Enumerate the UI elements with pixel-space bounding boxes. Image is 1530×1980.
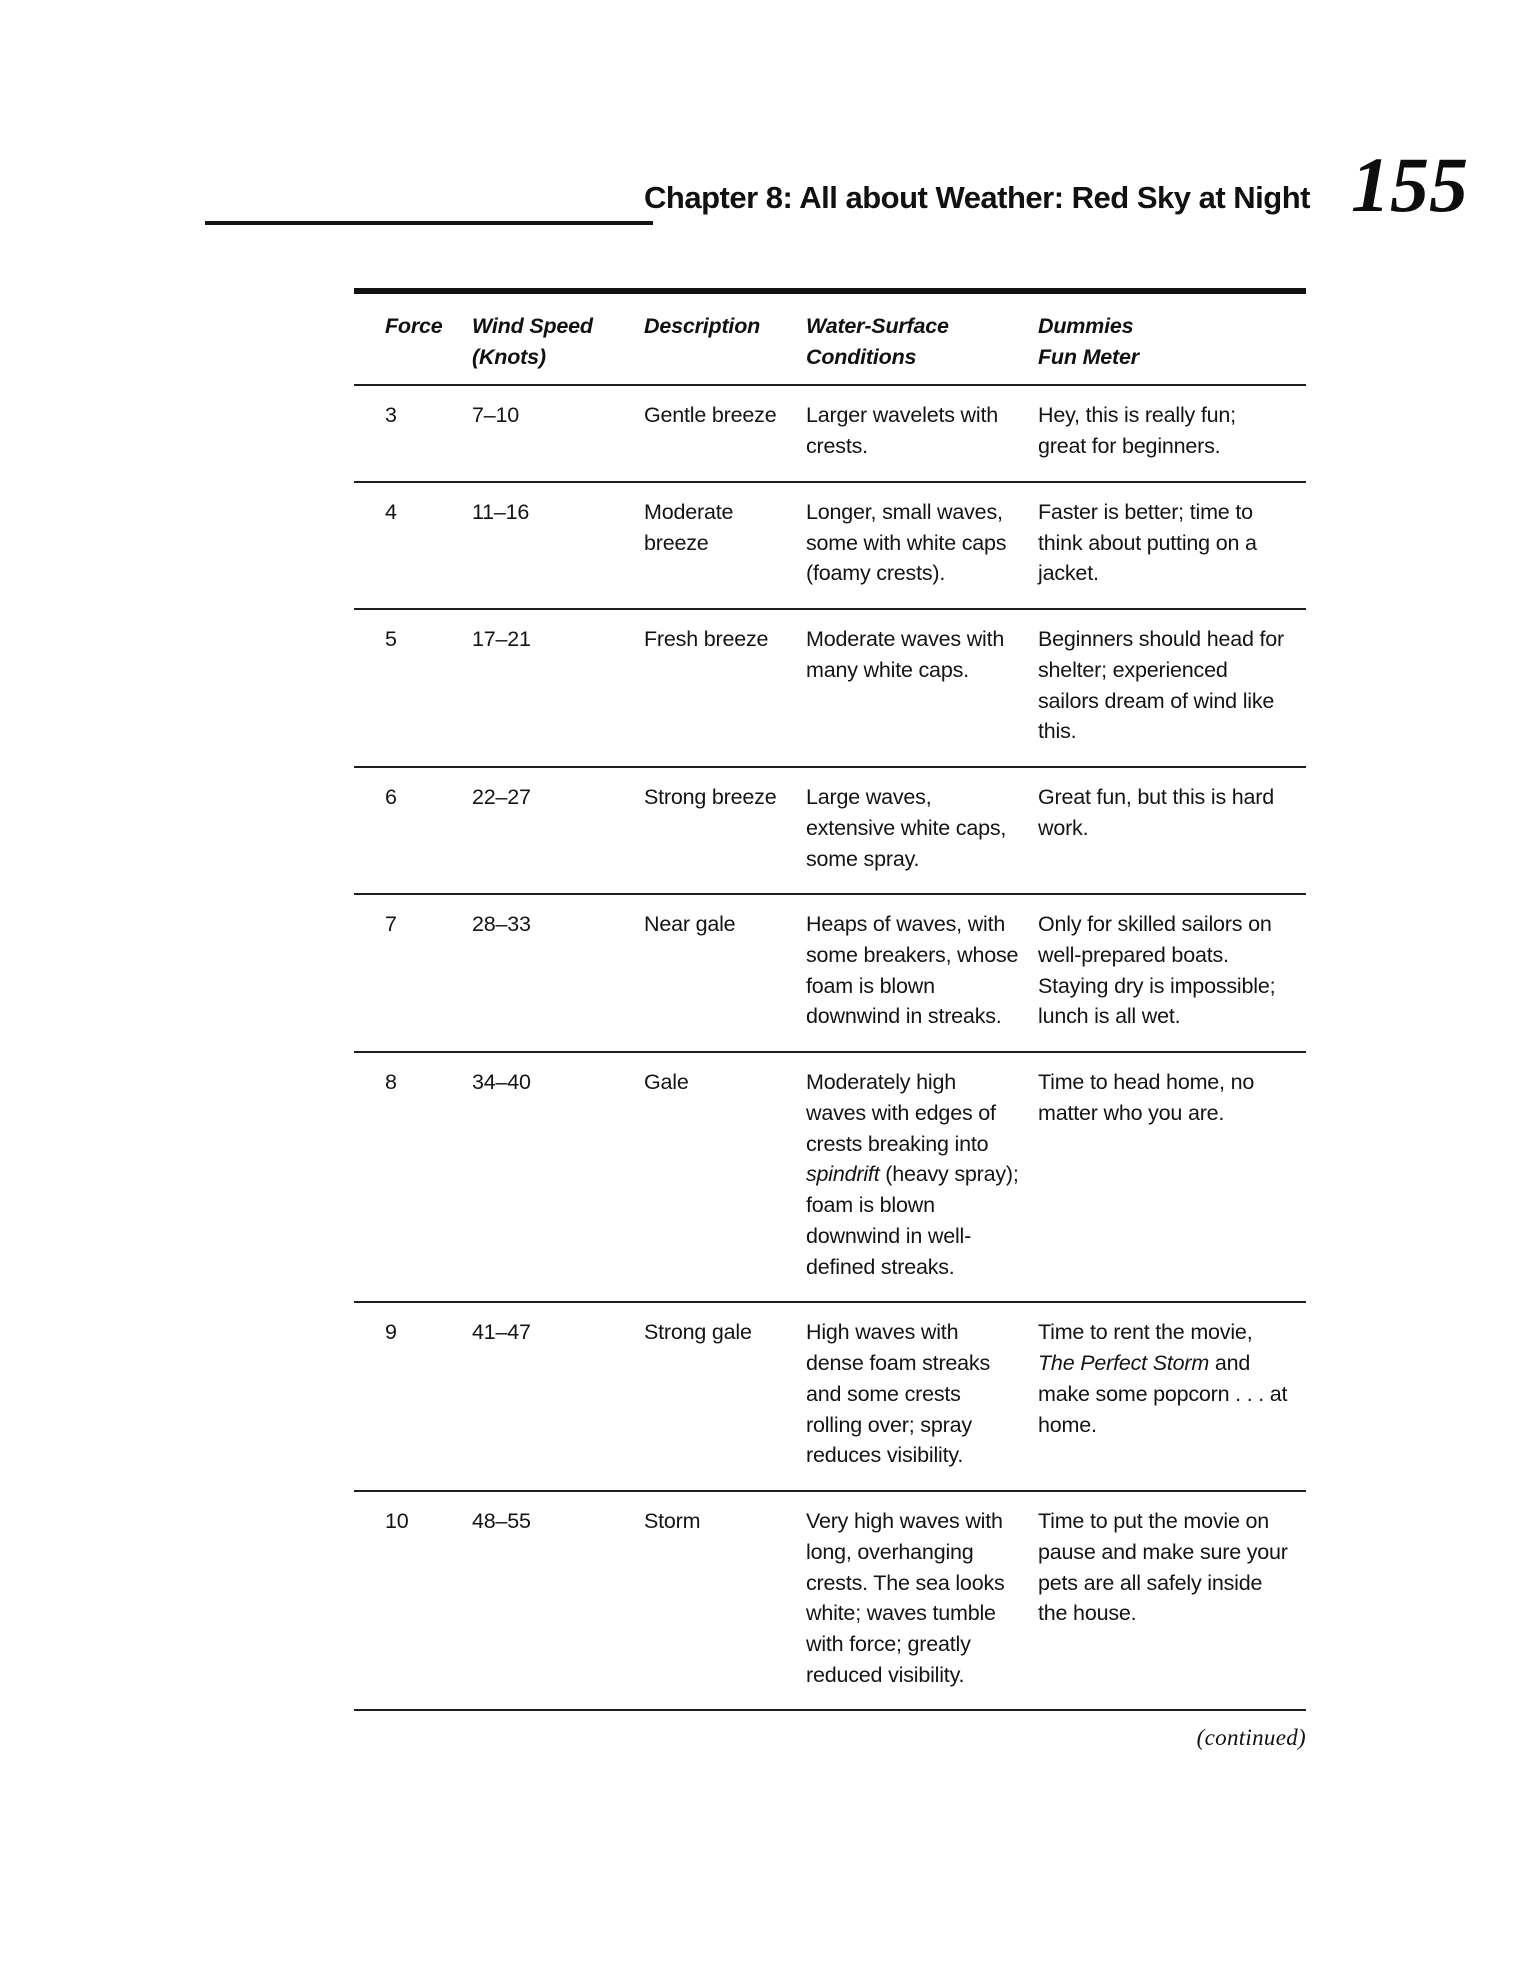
- text-run-italic: The Perfect Storm: [1038, 1351, 1210, 1376]
- table-row: [354, 1302, 1306, 1491]
- header-line: Fun Meter: [1038, 344, 1139, 369]
- cell-fun-meter: Time to put the movie on pause and make sure your pets are all safely inside the house.: [1038, 1491, 1306, 1710]
- cell-fun-meter: Beginners should head for shelter; experienced sailors dream of wind like this.: [1038, 609, 1306, 767]
- cell-description: Moderate breeze: [644, 482, 806, 609]
- cell-wind-speed: 28–33: [472, 894, 644, 1052]
- table-body: [354, 385, 1306, 1710]
- text-run-italic: spindrift: [806, 1162, 880, 1187]
- cell-description: Strong breeze: [644, 767, 806, 894]
- cell-fun-meter: Hey, this is really fun; great for beginners.: [1038, 385, 1306, 481]
- column-header-force: [354, 291, 472, 385]
- table-row: [354, 767, 1306, 894]
- header-row: [354, 291, 1306, 385]
- cell-wind-speed: 41–47: [472, 1302, 644, 1491]
- cell-force: 8: [354, 1052, 472, 1302]
- column-header-wind-speed: [472, 291, 644, 385]
- beaufort-table-container: [354, 288, 1306, 1751]
- cell-force: 3: [354, 385, 472, 481]
- cell-force: 4: [354, 482, 472, 609]
- table-row: [354, 1491, 1306, 1710]
- table-row: [354, 609, 1306, 767]
- table-row: [354, 894, 1306, 1052]
- cell-wind-speed: 48–55: [472, 1491, 644, 1710]
- cell-wind-speed: 22–27: [472, 767, 644, 894]
- header-line: Water-Surface: [806, 314, 949, 338]
- cell-conditions: Heaps of waves, with some breakers, whose foam is blown downwind in streaks.: [806, 894, 1038, 1052]
- column-header-description: [644, 291, 806, 385]
- header-line: (Knots): [472, 344, 546, 369]
- cell-description: Gale: [644, 1052, 806, 1302]
- cell-fun-meter: Faster is better; time to think about putting on a jacket.: [1038, 482, 1306, 609]
- table-row: [354, 385, 1306, 481]
- cell-conditions: Very high waves with long, overhanging crests. The sea looks white; waves tumble with force; greatly reduced visibility.: [806, 1491, 1038, 1710]
- column-header-dummies-fun-meter: [1038, 291, 1306, 385]
- table-row: [354, 1052, 1306, 1302]
- cell-wind-speed: 17–21: [472, 609, 644, 767]
- cell-fun-meter: Only for skilled sailors on well-prepared boats. Staying dry is impossible; lunch is all wet.: [1038, 894, 1306, 1052]
- header-rule: [205, 221, 653, 225]
- cell-conditions: Large waves, extensive white caps, some spray.: [806, 767, 1038, 894]
- cell-conditions: Moderate waves with many white caps.: [806, 609, 1038, 767]
- text-run: Time to rent the movie,: [1038, 1320, 1253, 1345]
- page-number: 155: [1351, 141, 1468, 228]
- cell-conditions: Longer, small waves, some with white caps (foamy crests).: [806, 482, 1038, 609]
- continued-label: (continued): [1196, 1725, 1306, 1751]
- table-row: [354, 482, 1306, 609]
- cell-fun-meter: [1038, 1302, 1306, 1491]
- cell-force: 5: [354, 609, 472, 767]
- cell-force: 6: [354, 767, 472, 894]
- cell-conditions: Larger wavelets with crests.: [806, 385, 1038, 481]
- header-line: Force: [385, 314, 443, 338]
- cell-description: Near gale: [644, 894, 806, 1052]
- cell-force: 7: [354, 894, 472, 1052]
- cell-conditions: High waves with dense foam streaks and some crests rolling over; spray reduces visibility.: [806, 1302, 1038, 1491]
- cell-fun-meter: Time to head home, no matter who you are.: [1038, 1052, 1306, 1302]
- text-run: and make some popcorn . . . at home.: [1038, 1351, 1288, 1437]
- column-header-water-surface-conditions: [806, 291, 1038, 385]
- header-line: Description: [644, 314, 761, 338]
- cell-wind-speed: 11–16: [472, 482, 644, 609]
- cell-description: Strong gale: [644, 1302, 806, 1491]
- header-line: Conditions: [806, 344, 917, 369]
- beaufort-wind-scale-table: [354, 288, 1306, 1711]
- cell-description: Storm: [644, 1491, 806, 1710]
- cell-force: 10: [354, 1491, 472, 1710]
- table-header: [354, 291, 1306, 385]
- cell-wind-speed: 34–40: [472, 1052, 644, 1302]
- cell-conditions: [806, 1052, 1038, 1302]
- cell-description: Gentle breeze: [644, 385, 806, 481]
- text-run: (heavy spray); foam is blown downwind in well-defined streaks.: [806, 1162, 1019, 1279]
- header-line: Dummies: [1038, 314, 1134, 338]
- cell-description: Fresh breeze: [644, 609, 806, 767]
- header-line: Wind Speed: [472, 314, 593, 338]
- chapter-title: Chapter 8: All about Weather: Red Sky at Night: [644, 180, 1310, 215]
- cell-fun-meter: Great fun, but this is hard work.: [1038, 767, 1306, 894]
- text-run: Moderately high waves with edges of crests breaking into: [806, 1070, 996, 1156]
- cell-wind-speed: 7–10: [472, 385, 644, 481]
- cell-force: 9: [354, 1302, 472, 1491]
